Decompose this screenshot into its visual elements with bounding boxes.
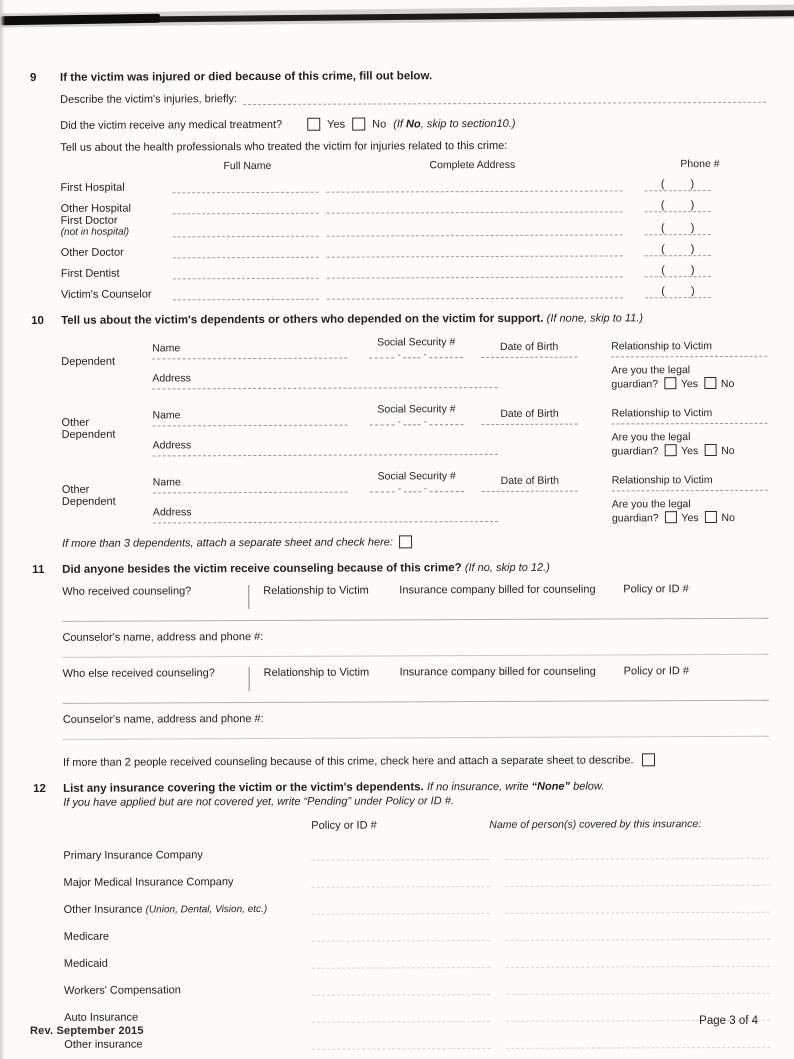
dependent-ssn-cell [361,328,471,358]
provider-label: First Doctor (not in hospital) [60,214,130,238]
dependent-ssn-cell [361,395,471,425]
dependent-ssn-cell [362,462,472,492]
treatment-yes-checkbox[interactable] [307,118,320,131]
section-12 [33,780,770,1051]
dependent-address-line[interactable] [153,453,498,457]
insurance-column-header: Insurance company billed for counseling [399,665,596,679]
provider-label: Other Hospital [60,202,131,215]
section-10-title: Tell us about the victim's dependents or others who depended on the victim for support. (If none, skip to 11.) [61,312,644,327]
dependent-dob-cell [472,462,588,493]
name-column-header: Name [152,476,181,489]
provider-address-line[interactable] [327,223,623,236]
ssn-column-header: Social Security # [377,336,456,349]
dob-column-header: Date of Birth [500,407,559,420]
provider-name-line[interactable] [173,288,319,301]
dependent-relationship-line[interactable] [611,355,767,358]
provider-phone-line[interactable]: ( ) [645,243,711,256]
dependent-relationship-cell [588,461,768,492]
section-11-title: Did anyone besides the victim receive counseling because of this crime? (If no, skip to 12.) [62,561,550,576]
dependent-relationship-line[interactable] [612,489,768,492]
relationship-column-header: Relationship to Victim [611,340,713,353]
section-10-skip-note: (If none, skip to 11.) [546,312,644,325]
relationship-column-header: Relationship to Victim [263,666,370,679]
section-10-body [61,327,768,550]
insurance-policy-line[interactable] [312,931,490,942]
scan-edge-shadow [0,0,5,1059]
more-dependents-checkbox[interactable] [399,535,412,548]
section-12-none-note: If no insurance, write “None” below. [426,780,605,794]
relationship-column-header: Relationship to Victim [611,474,713,487]
provider-row-first-hospital [60,170,766,194]
revision-date: Rev. September 2015 [30,1025,144,1037]
insurance-column-header: Insurance company billed for counseling [399,583,596,597]
dependent-address-cell [147,358,587,394]
provider-row-other-hospital [61,191,767,215]
guardian-no-checkbox[interactable] [704,444,716,456]
dependent-ssn-line[interactable]: - - [370,418,464,425]
section-10 [31,312,768,550]
counselor-info-label: Counselor's name, address and phone #: [62,712,264,726]
section-11 [32,561,769,769]
provider-row-first-doctor [61,212,767,238]
dependent-address-line[interactable] [153,520,498,524]
dependent-name-cell [147,329,361,360]
dependent-relationship-cell [587,394,767,425]
counseling-group-2 [63,665,769,740]
who-received-counseling-label: Who received counseling? [62,585,192,598]
name-column-header: Name [152,409,181,422]
insurance-header-spacer [63,820,311,833]
provider-phone-line[interactable]: ( ) [645,199,711,212]
provider-name-line[interactable] [173,225,319,238]
providers-intro: Tell us about the health professionals who treated the victim for injuries related to this crime: [60,139,508,154]
form-content [30,69,770,1051]
more-counseling-checkbox[interactable] [641,753,654,766]
provider-address-line[interactable] [327,286,623,299]
provider-label: Other Doctor [60,246,124,259]
provider-name-line[interactable] [172,181,318,194]
insurance-persons-line[interactable] [506,930,770,941]
counseling-column-headers [63,665,769,692]
dependent-label: Other Dependent [61,416,116,441]
injuries-row [60,89,766,106]
legal-guardian-question: Are you the legal guardian? Yes No [611,431,735,458]
insurance-persons-line[interactable] [506,957,770,968]
provider-address-line[interactable] [327,244,623,257]
treatment-no-label: No [372,117,387,131]
provider-phone-line[interactable]: ( ) [645,264,711,277]
counseling-answer-line[interactable] [62,607,768,622]
provider-address-line[interactable] [327,265,623,278]
address-label: Address [152,506,192,519]
provider-label: First Hospital [60,181,125,194]
section-9-body [60,89,767,301]
dependent-block-3 [62,461,768,528]
column-divider [248,585,249,609]
section-10-header [31,312,767,327]
dependent-dob-cell [471,328,587,359]
insurance-label: Workers' Compensation [63,984,181,997]
insurance-policy-line[interactable] [312,877,490,888]
section-12-number: 12 [33,782,46,795]
provider-phone-line[interactable]: ( ) [645,285,711,298]
insurance-label: Major Medical Insurance Company [63,876,234,889]
section-12-header [33,780,769,795]
section-11-skip-note: (If no, skip to 12.) [464,561,550,575]
section-10-number: 10 [31,314,44,327]
provider-row-victims-counselor [61,277,767,301]
insurance-policy-line[interactable] [312,1012,490,1023]
dependent-address-cell [148,492,588,528]
dependent-ssn-line[interactable]: - - [369,351,463,358]
medical-treatment-row [60,116,766,132]
dependent-label: Dependent [61,355,116,368]
guardian-no-checkbox[interactable] [704,377,716,389]
guardian-yes-checkbox[interactable] [664,444,676,456]
insurance-row-workers-compensation [64,967,770,997]
insurance-row-medicare [64,913,770,943]
dependent-name-cell [148,463,362,494]
insurance-policy-line[interactable] [312,904,490,915]
policy-column-header: Policy or ID # [623,665,690,678]
section-11-body [62,583,769,769]
treatment-no-checkbox[interactable] [352,118,365,131]
section-9-header [30,69,766,84]
provider-phone-line[interactable]: ( ) [644,178,710,191]
provider-row-other-doctor [61,235,767,259]
dependent-address-line[interactable] [152,386,497,390]
dependent-address-cell [148,425,588,461]
insurance-label: Medicare [63,930,110,943]
dependent-ssn-line[interactable]: - - [370,485,464,492]
insurance-row-other-insurance [64,886,770,916]
ssn-column-header: Social Security # [377,403,456,416]
insurance-policy-line[interactable] [312,985,490,996]
insurance-label: Auto Insurance [64,1011,139,1024]
insurance-column-headers [63,818,769,833]
policy-column-header: Policy or ID # [311,819,377,832]
insurance-persons-line[interactable] [506,984,770,995]
insurance-label: Primary Insurance Company [63,849,203,862]
providers-header-spacer [60,160,172,172]
provider-row-first-dentist [61,256,767,280]
insurance-policy-line[interactable] [312,958,490,969]
complete-address-column-header: Complete Address [429,158,516,172]
provider-name-line[interactable] [173,267,319,280]
section-12-pending-note: If you have applied but are not covered yet, write “Pending” under Policy or ID #. [63,795,454,809]
relationship-column-header: Relationship to Victim [611,407,713,420]
dependent-block-1 [61,327,767,394]
section-11-number: 11 [32,563,45,576]
insurance-row-other [64,1021,770,1051]
treatment-skip-note: (If No, skip to section10.) [393,117,516,130]
dependent-name-cell [147,396,361,427]
insurance-row-major-medical [63,859,769,889]
insurance-persons-line[interactable] [506,876,770,887]
insurance-policy-line[interactable] [312,1039,490,1050]
section-11-header [32,561,768,576]
provider-label: First Dentist [60,267,120,280]
guardian-yes-checkbox[interactable] [664,377,676,389]
treatment-question: Did the victim receive any medical treatment? [60,118,283,132]
counseling-column-headers [62,583,768,610]
dependent-relationship-line[interactable] [612,422,768,425]
full-name-column-header: Full Name [223,159,272,173]
dob-column-header: Date of Birth [500,474,560,487]
counseling-group-1 [62,583,768,658]
more-dependents-note: If more than 3 dependents, attach a separate sheet and check here: [62,534,768,550]
provider-name-line[interactable] [173,202,319,215]
provider-address-line[interactable] [326,179,622,192]
page-number: Page 3 of 4 [699,1015,758,1027]
column-divider [249,667,250,691]
address-label: Address [152,372,191,385]
counseling-answer-line[interactable] [63,689,769,704]
relationship-column-header: Relationship to Victim [263,584,369,597]
phone-column-header: Phone # [680,157,720,171]
provider-address-line[interactable] [327,200,623,213]
section-12-title: List any insurance covering the victim or the victim's dependents. If no insurance, write “None” below. [63,780,605,795]
section-9 [30,69,767,301]
treatment-yes-label: Yes [327,118,346,131]
provider-phone-line[interactable]: ( ) [645,222,711,235]
guardian-no-checkbox[interactable] [705,511,717,523]
insurance-label: Medicaid [63,957,108,970]
section-12-body [63,818,770,1051]
provider-name-line[interactable] [173,246,319,259]
injuries-label: Describe the victim's injuries, briefly: [60,93,238,106]
dependent-relationship-cell [587,327,767,358]
insurance-persons-line[interactable] [505,849,769,860]
address-label: Address [152,439,192,452]
insurance-label: Other Insurance (Union, Dental, Vision, etc.) [63,903,268,916]
dependent-block-2 [61,394,767,461]
insurance-row-medicaid [64,940,770,970]
who-else-received-counseling-label: Who else received counseling? [62,667,215,680]
policy-column-header: Policy or ID # [623,583,689,596]
insurance-label: Other insurance [64,1038,143,1051]
dependent-dob-cell [471,395,587,426]
insurance-policy-line[interactable] [311,850,489,861]
insurance-persons-line[interactable] [506,903,770,914]
legal-guardian-question: Are you the legal guardian? Yes No [611,498,735,525]
injuries-input-line[interactable] [243,89,766,105]
insurance-persons-line[interactable] [506,1038,770,1049]
more-counseling-note: If more than 2 people received counseling because of this crime, check here and attach a separate sheet to describe. [63,753,769,769]
counselor-info-label: Counselor's name, address and phone #: [62,630,264,644]
name-column-header: Name [152,342,181,355]
persons-covered-column-header: Name of person(s) covered by this insurance: [489,818,702,832]
ssn-column-header: Social Security # [377,470,456,483]
dob-column-header: Date of Birth [499,340,559,353]
section-9-title: If the victim was injured or died because of this crime, fill out below. [59,70,433,84]
legal-guardian-question: Are you the legal guardian? Yes No [611,364,735,391]
insurance-row-auto-insurance [64,994,770,1024]
section-9-number: 9 [30,71,37,84]
insurance-row-primary [63,832,769,862]
dependent-label: Other Dependent [61,483,116,508]
provider-label: Victim's Counselor [60,288,152,301]
guardian-yes-checkbox[interactable] [665,511,677,523]
